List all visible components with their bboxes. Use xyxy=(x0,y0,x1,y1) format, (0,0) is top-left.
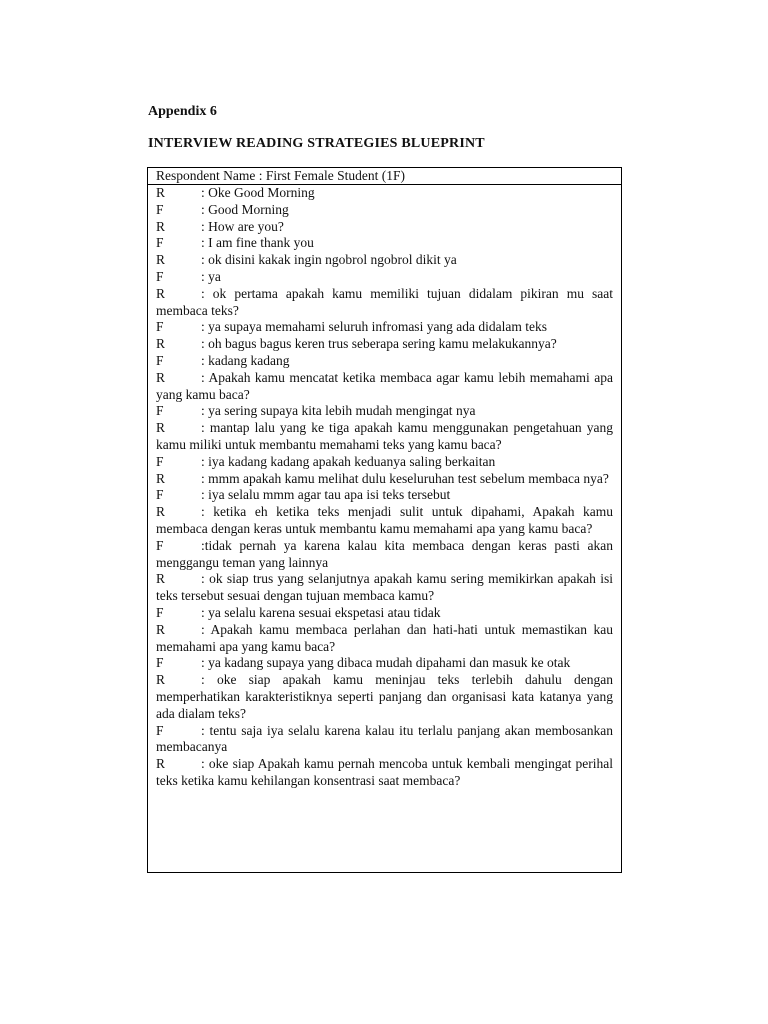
utterance-text: : ya xyxy=(201,268,221,284)
speaker-label: F xyxy=(156,319,164,335)
speaker-label: F xyxy=(156,201,164,217)
utterance-text: : ok pertama apakah kamu memiliki tujuan didalam pikiran mu saat membaca teks? xyxy=(156,285,613,318)
speaker-label: F xyxy=(156,537,164,553)
utterance-text: : ok siap trus yang selanjutnya apakah kamu sering memikirkan apakah isi teks tersebut sesuai dengan tujuan membaca kamu? xyxy=(156,571,613,604)
transcript-turn xyxy=(156,723,613,757)
utterance-text: : Apakah kamu mencatat ketika membaca agar kamu lebih memahami apa yang kamu baca? xyxy=(156,369,613,402)
speaker-label: F xyxy=(156,487,164,503)
transcript-turn xyxy=(156,454,613,471)
speaker-label: R xyxy=(156,369,166,385)
speaker-label: F xyxy=(156,352,164,368)
utterance-text: : Apakah kamu membaca perlahan dan hati-hati untuk memastikan kau memahami apa yang kamu baca? xyxy=(156,621,613,654)
transcript-turn xyxy=(156,403,613,420)
speaker-label: F xyxy=(156,453,164,469)
speaker-label: R xyxy=(156,470,166,486)
transcript-turn xyxy=(156,655,613,672)
transcript-turn xyxy=(156,252,613,269)
utterance-text: : iya selalu mmm agar tau apa isi teks tersebut xyxy=(201,487,451,503)
transcript-turn xyxy=(156,319,613,336)
transcript-turn xyxy=(156,471,613,488)
speaker-label: F xyxy=(156,235,164,251)
speaker-label: R xyxy=(156,252,166,268)
speaker-label: F xyxy=(156,655,164,671)
transcript-turn xyxy=(156,370,613,404)
transcript-turn xyxy=(156,504,613,538)
speaker-label: R xyxy=(156,672,166,688)
transcript-turn xyxy=(156,185,613,202)
transcript-lines xyxy=(148,185,621,790)
appendix-label: Appendix 6 xyxy=(148,104,217,119)
transcript-turn xyxy=(156,235,613,252)
utterance-text: : mmm apakah kamu melihat dulu keseluruhan test sebelum membaca nya? xyxy=(201,470,609,486)
speaker-label: F xyxy=(156,722,164,738)
utterance-text: : iya kadang kadang apakah keduanya saling berkaitan xyxy=(201,453,496,469)
speaker-label: R xyxy=(156,185,166,200)
utterance-text: : oke siap Apakah kamu pernah mencoba untuk kembali mengingat perihal teks ketika kamu kehilangan konsentrasi saat membaca? xyxy=(156,756,613,788)
transcript-turn xyxy=(156,622,613,656)
transcript-turn xyxy=(156,219,613,236)
utterance-text: : oke siap apakah kamu meninjau teks terlebih dahulu dengan memperhatikan karakteristiknya seperti panjang dan organisasi kata katanya yang ada dialam teks? xyxy=(156,672,613,721)
utterance-text: : oh bagus bagus keren trus seberapa sering kamu melakukannya? xyxy=(201,336,557,352)
transcript-turn xyxy=(156,420,613,454)
utterance-text: : ya kadang supaya yang dibaca mudah dipahami dan masuk ke otak xyxy=(201,655,571,671)
transcript-turn xyxy=(156,756,613,790)
utterance-text: : ya supaya memahami seluruh infromasi yang ada didalam teks xyxy=(201,319,548,335)
speaker-label: R xyxy=(156,285,166,301)
speaker-label: F xyxy=(156,403,164,419)
utterance-text: : ketika eh ketika teks menjadi sulit untuk dipahami, Apakah kamu membaca dengan keras untuk membantu kamu memahami apa yang kamu baca? xyxy=(156,504,613,536)
speaker-label: R xyxy=(156,420,166,436)
speaker-label: F xyxy=(156,268,164,284)
utterance-text: : ok disini kakak ingin ngobrol ngobrol dikit ya xyxy=(201,252,457,268)
transcript-turn xyxy=(156,487,613,504)
transcript-turn xyxy=(156,538,613,572)
utterance-text: :tidak pernah ya karena kalau kita membaca dengan keras pasti akan menggangu teman yang lainnya xyxy=(156,537,613,570)
utterance-text: : Oke Good Morning xyxy=(201,185,315,200)
transcript-turn xyxy=(156,286,613,320)
speaker-label: R xyxy=(156,504,166,520)
speaker-label: R xyxy=(156,571,166,587)
speaker-label: R xyxy=(156,621,166,637)
utterance-text: : ya selalu karena sesuai ekspetasi atau tidak xyxy=(201,604,441,620)
speaker-label: R xyxy=(156,218,166,234)
interview-transcript-box xyxy=(147,167,622,873)
respondent-name-row: Respondent Name : First Female Student (1F) xyxy=(148,168,621,185)
transcript-turn xyxy=(156,353,613,370)
transcript-turn xyxy=(156,571,613,605)
utterance-text: : kadang kadang xyxy=(201,352,290,368)
transcript-turn xyxy=(156,336,613,353)
speaker-label: F xyxy=(156,604,164,620)
document-title: INTERVIEW READING STRATEGIES BLUEPRINT xyxy=(148,136,485,151)
utterance-text: : tentu saja iya selalu karena kalau itu terlalu panjang akan membosankan membacanya xyxy=(156,722,613,755)
utterance-text: : mantap lalu yang ke tiga apakah kamu menggunakan pengetahuan yang kamu miliki untuk membantu memahami teks yang kamu baca? xyxy=(156,420,613,452)
utterance-text: : ya sering supaya kita lebih mudah mengingat nya xyxy=(201,403,476,419)
utterance-text: : How are you? xyxy=(201,218,284,234)
transcript-turn xyxy=(156,202,613,219)
transcript-turn xyxy=(156,605,613,622)
utterance-text: : I am fine thank you xyxy=(201,235,314,251)
utterance-text: : Good Morning xyxy=(201,201,289,217)
speaker-label: R xyxy=(156,336,166,352)
transcript-turn xyxy=(156,672,613,722)
speaker-label: R xyxy=(156,756,166,772)
transcript-turn xyxy=(156,269,613,286)
